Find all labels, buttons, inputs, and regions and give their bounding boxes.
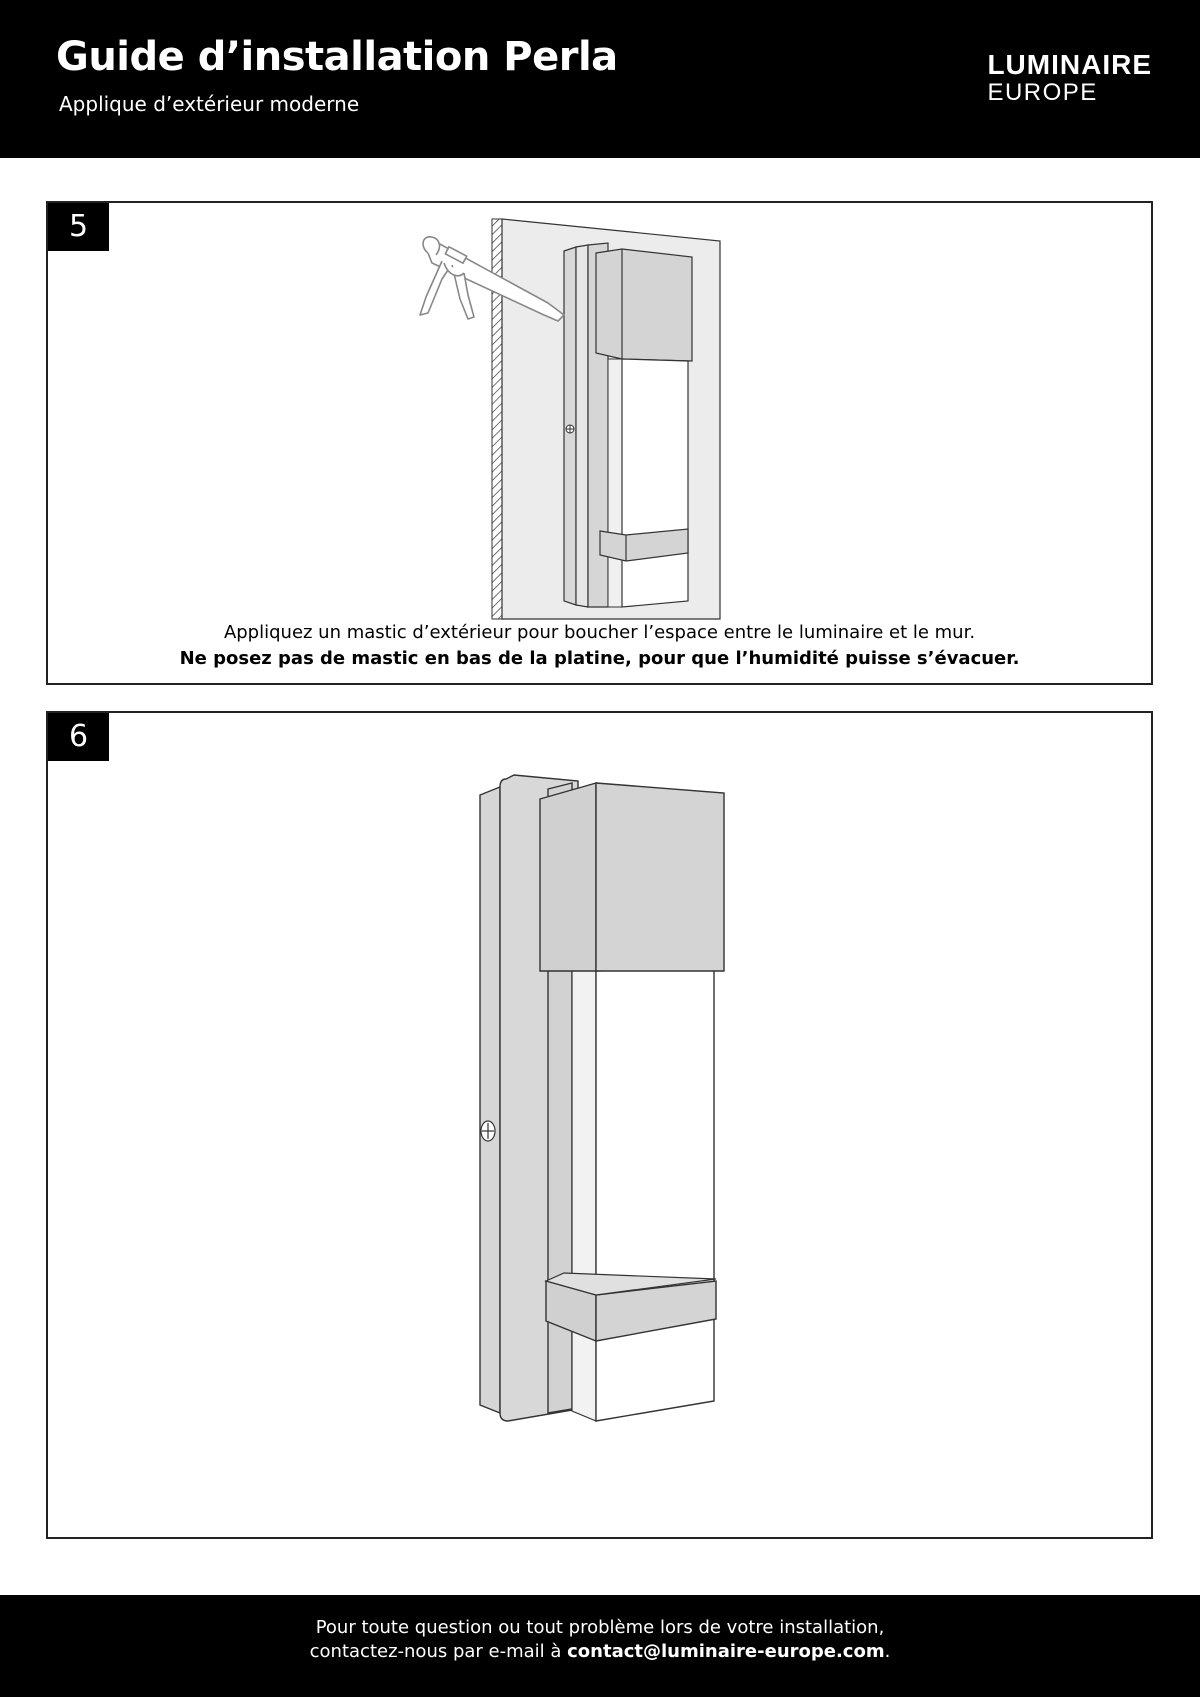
- lamp-top-shade-side: [540, 783, 596, 971]
- lamp-diffuser-front: [622, 359, 688, 607]
- footer-contact-line: [0, 1641, 1200, 1662]
- footer-help-text: Pour toute question ou tout problème lors de votre installation,: [315, 1617, 885, 1638]
- contact-email-link[interactable]: contact@luminaire-europe.com: [567, 1641, 885, 1662]
- step-number-badge: 6: [48, 713, 109, 761]
- page-header: [0, 0, 1200, 158]
- step-5-panel: [46, 201, 1153, 685]
- step-5-instruction: Appliquez un mastic d’extérieur pour boucher l’espace entre le luminaire et le mur.: [223, 622, 976, 643]
- document-subtitle: Applique d’extérieur moderne: [59, 92, 360, 116]
- lamp-diffuser-side: [572, 967, 596, 1421]
- step-6-panel: [46, 711, 1153, 1539]
- screw-icon: [481, 1121, 495, 1141]
- backplate-side: [480, 787, 500, 1413]
- lamp-diffuser-front: [596, 967, 714, 1421]
- step-5-warning: Ne posez pas de mastic en bas de la platine, pour que l’humidité puisse s’évacuer.: [179, 648, 1020, 669]
- brand-line-2: EUROPE: [987, 79, 1098, 106]
- step-number-badge: 5: [48, 203, 109, 251]
- footer-contact-prefix: contactez-nous par e-mail à: [309, 1641, 568, 1662]
- footer-contact-suffix: .: [884, 1641, 891, 1662]
- brand-line-1: LUMINAIRE: [987, 49, 1152, 80]
- lamp-top-shade: [596, 249, 692, 361]
- brand-logo: [987, 50, 1152, 106]
- page-footer: [0, 1595, 1200, 1697]
- caulking-illustration: [48, 203, 1151, 683]
- document-title: Guide d’installation Perla: [56, 34, 618, 80]
- lamp-diffuser: [608, 359, 622, 607]
- backplate-front: [576, 245, 588, 607]
- lamp-top-shade-front: [596, 783, 724, 971]
- installed-light-illustration: [48, 713, 1151, 1537]
